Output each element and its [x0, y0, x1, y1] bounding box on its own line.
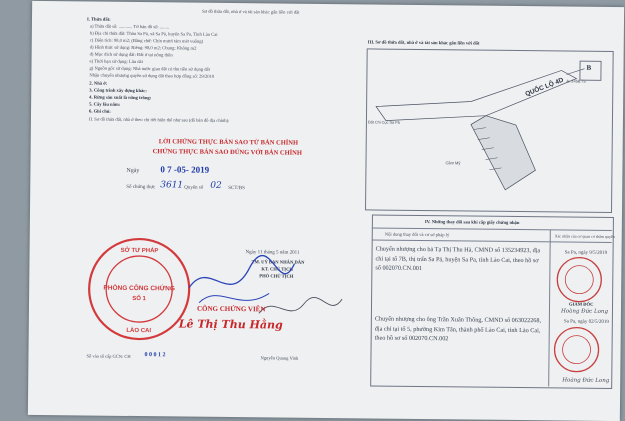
change-entry-1-date: Sa Pa, ngày 9/5/2019 — [564, 250, 608, 256]
date-label: Ngày — [126, 167, 140, 175]
item-house: 2. Nhà ở: — [89, 80, 108, 86]
section-iii-title: III. Sơ đồ thửa đất, nhà ở và tài sản khác gắn liền với đất — [367, 39, 480, 46]
section-i-line: g) Nguồn gốc sử dụng: Nhà nước giao đất có thu tiền sử dụng đất — [89, 65, 210, 72]
item-trees: 5. Cây lâu năm: — [89, 101, 121, 107]
change-entry-2-date: Sa Pa, ngày 02/5/2019 — [563, 319, 609, 325]
signing-role-1: KT. CHỦ TỊCH — [261, 266, 294, 272]
col-header-changes: Nội dung thay đổi và cơ sở pháp lý — [384, 231, 450, 238]
map-label-b: B — [586, 63, 592, 72]
date-value: 0 7 -05- 2019 — [160, 164, 210, 175]
book-value: 02 — [210, 180, 222, 191]
change-entry-2: Chuyển nhượng cho ông Trần Xuân Thông, CMND số 063022268, địa chỉ tại tổ 5, phường Kim Tân, thành phố Lào Cai, tỉnh Lào Cai, theo hồ sơ số 002070.CN.002 — [374, 315, 542, 343]
section-iv-title: IV. Những thay đổi sau khi cấp giấy chứng nhận — [424, 219, 520, 226]
director-title: GIÁM ĐỐC — [569, 301, 594, 307]
book-label: Quyển số — [184, 185, 204, 191]
serial-value: 0 0 0 1 2 — [144, 352, 166, 359]
stamp-mid: PHÒNG CÔNG CHỨNG — [103, 284, 175, 293]
map-label-a: A: 2458.75 — [566, 78, 586, 84]
register-value: 3611 — [160, 180, 184, 191]
section-i-line: c) Diện tích: 98,0 m2; (Bằng chữ: Chín mươi tám mét vuông) — [89, 37, 204, 44]
register-label: Số chứng thực — [126, 184, 156, 191]
section-i-line: d) Hình thức sử dụng: Riêng: 98,0 m2; Chung: Không m2 — [89, 44, 197, 51]
director-name-2: Hoàng Đức Long — [562, 377, 610, 384]
item-forest: 4. Rừng sản xuất là rừng trồng: — [89, 94, 152, 101]
section-i-line: e) Thời hạn sử dụng: Lâu dài — [89, 58, 143, 65]
scan-edge-shadow — [620, 7, 624, 421]
col-header-confirm: Xác nhận của cơ quan có thẩm quyền — [554, 233, 615, 240]
section-i-line: a) Thửa đất số: ............ Tờ bản đồ số: ........ — [89, 23, 170, 30]
land-certificate-page — [28, 1, 624, 421]
certification-line-2: CHỨNG THỰC BẢN SAO ĐÚNG VỚI BẢN CHÍNH — [152, 148, 302, 157]
signer-name: Nguyễn Quang Vinh — [260, 355, 299, 361]
section-i-line: đ) Mục đích sử dụng đất: Đất ở tại nông thôn — [89, 51, 173, 58]
notary-title: CÔNG CHỨNG VIÊN — [196, 304, 266, 314]
signing-date: Ngày 11 tháng 5 năm 2011 — [245, 250, 300, 256]
top-title: Sơ đồ thửa đất, nhà ở và tài sản khác gắn liền với đất — [202, 8, 300, 15]
map-lot-label: Cầm Mỹ — [445, 160, 461, 166]
item-construction: 3. Công trình xây dựng khác: — [89, 87, 147, 94]
serial-label: Số vào sổ cấp GCN: CH — [86, 353, 131, 359]
signing-role-2: PHÓ CHỦ TỊCH — [259, 273, 294, 279]
map-left-note: Đất Chi Cục Sa Pả — [367, 120, 400, 125]
signing-org: TM. UỶ BAN NHÂN DÂN — [251, 259, 305, 265]
section-i-line: b) Địa chỉ thửa đất: Thôn Sa Pả, xã Sa Pả, huyện Sa Pa, Tỉnh Lào Cai — [89, 30, 218, 37]
stamp-top: SỞ TƯ PHÁP — [120, 247, 159, 255]
stamp-num: SỐ 1 — [132, 295, 146, 303]
office-stamp-1 — [554, 254, 605, 305]
notary-name: Lê Thị Thu Hằng — [178, 317, 283, 332]
change-entry-1: Chuyển nhượng cho bà Tạ Thị Thu Hà, CMND số 135234923, địa chỉ tại tổ 7B, thị trấn Sa Pả, huyện Sa Pa, tỉnh Lào Cai, theo hồ sơ số 002070.CN.001 — [375, 245, 541, 273]
section-i-line: Nhận chuyển nhượng quyền sử dụng đất theo hợp đồng số: 29/2010 — [89, 72, 215, 79]
map-road-label: QUỐC LỘ 4D — [524, 76, 565, 98]
item-notes: 6. Ghi chú: — [89, 108, 111, 114]
stamp-bottom: LÀO CAI — [126, 327, 152, 335]
certification-line-1: LỜI CHỨNG THỰC BẢN SAO TỪ BẢN CHÍNH — [158, 138, 299, 147]
office-stamp-2 — [551, 324, 602, 375]
book-suffix: SCT/BS — [228, 185, 245, 192]
notes-line: II. Sơ đồ thửa đất, nhà ở theo chi tiết hiện thể như sau (đồ bản đồ địa chính): — [88, 116, 230, 123]
section-i-title: I. Thửa đất: — [86, 16, 111, 22]
director-name-1: Hoàng Đức Long — [560, 308, 609, 315]
land-plot-map — [365, 48, 612, 211]
